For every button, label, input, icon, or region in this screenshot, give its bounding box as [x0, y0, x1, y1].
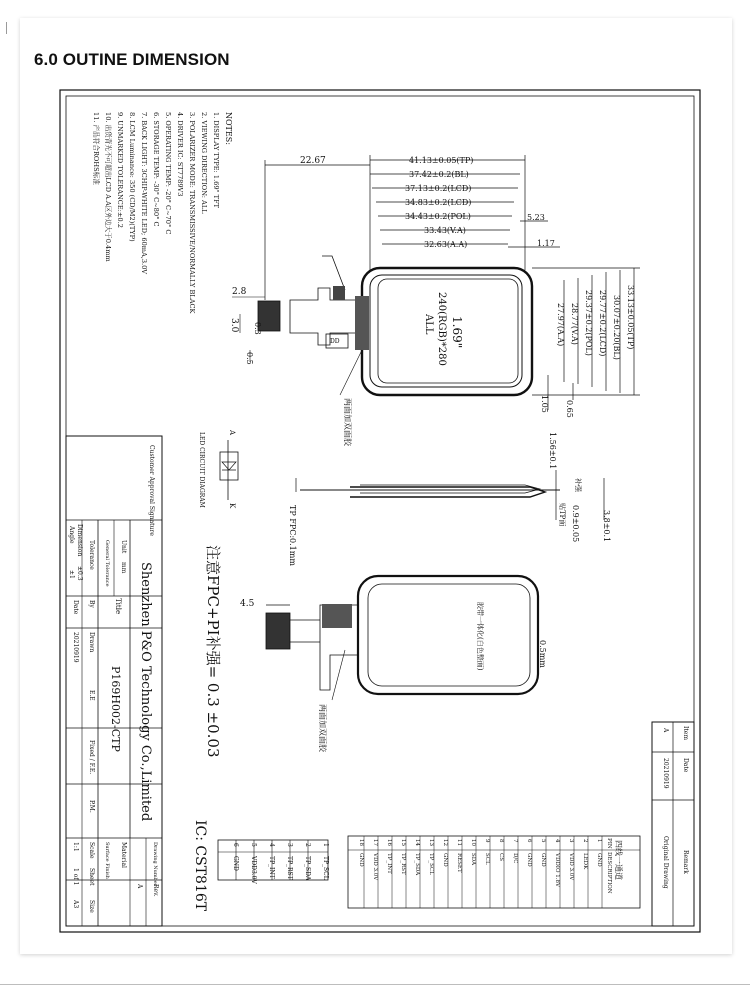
by-label: By [88, 600, 95, 608]
led-anode-label: A [228, 430, 236, 436]
lcd-pin-name: TP_RST [400, 853, 406, 875]
company-name: Shenzhen P&O Technology Co.,Limited [138, 562, 153, 822]
lcd-pin-num: 9 [484, 839, 490, 843]
double-tape-callout: 两面加双面胶 [343, 398, 352, 446]
note-line: 4. DRIVER IC: ST7789V3 [176, 112, 184, 197]
section-heading: 6.0 OUTINE DIMENSION [34, 50, 230, 69]
scale-value: 1:1 [72, 842, 79, 852]
lcd-pin-num: 12 [442, 839, 448, 846]
checked-label: E.E [88, 690, 95, 701]
lcd-pin-num: 13 [428, 839, 434, 846]
sheet-value: 1 of 1 [72, 868, 79, 886]
customer-approval-label: Customer Approval Signature [148, 445, 155, 536]
tp-pin-num: 4 [268, 843, 275, 847]
dim-right-1: 33.13±0.05(TP) [626, 285, 635, 350]
date-label: Date [72, 600, 79, 615]
angle-value: ±1 [68, 570, 75, 579]
lcd-pin-num: 17 [372, 839, 378, 846]
dim-1-56: 1.56±0.1 [548, 432, 557, 470]
tolerance-label: Tolerance [88, 540, 95, 570]
dim-2-8: 2.8 [232, 287, 247, 297]
dim-top-3: 37.13±0.2(LCD) [405, 184, 472, 193]
back-fpc-component [322, 604, 352, 628]
dim-right-6: 27.97(A.A) [556, 303, 565, 347]
lcd-pin-table [348, 836, 640, 908]
pm-label: P.M. [88, 800, 95, 813]
page-divider [0, 984, 750, 985]
double-tape-callout-2: 两面加双面胶 [318, 704, 327, 752]
lcd-pin-num: 6 [526, 839, 532, 843]
lcd-pin-num: 16 [386, 839, 392, 846]
general-tolerance-label: General Tolerance [104, 540, 110, 587]
angle-label: Angle [68, 526, 75, 544]
fpc-tail [258, 256, 355, 348]
dim-1-17: 1.17 [537, 239, 555, 248]
dim-3-8: 3.8±0.1 [602, 510, 611, 543]
dimension-value: ±0.3 [76, 566, 83, 581]
front-view [229, 155, 640, 447]
note-line: 3. POLARIZER MODE: TRANSMISSIVE/NORMALLY BLACK [188, 112, 196, 314]
tp-pin-name: TP_SDA [304, 856, 311, 881]
bend-dim: 0.5mm [538, 640, 547, 668]
lcd-pin-num: 11 [456, 839, 462, 846]
dim-right-2: 30.07±0.20(BL) [612, 295, 621, 360]
note-line: 8. LCM Luminance: 350 (CD/M2)(TYP) [128, 112, 136, 242]
material-label: Material [120, 842, 127, 868]
lcd-pin-name: VDD 3.0V [372, 853, 378, 881]
lcd-pin-name: LEDK [582, 853, 588, 870]
lcd-pin-name: TP_SCL [428, 853, 434, 875]
lcd-pin-num: 4 [554, 839, 560, 843]
dim-right-5: 28.77(V.A) [570, 303, 579, 345]
rev-item-label: Item [682, 726, 689, 741]
size-value: A3 [72, 900, 79, 909]
dim-right-3: 29.77±0.2(LCD) [598, 290, 607, 357]
dim-3-0: 3.0 [229, 318, 239, 333]
note-line: 1. DISPLAY TYPE: 1.69" TFT [212, 112, 220, 209]
title-field-label: Title [114, 598, 122, 615]
revision-table [652, 722, 694, 926]
lcd-pin-num: 2 [582, 839, 588, 843]
led-cathode-label: K [228, 503, 236, 509]
lcd-pin-name: GND [358, 853, 364, 867]
note-line: 7. BACK LIGHT: 3CHIP-WHITE LED; 60mA,3.0V [140, 112, 148, 275]
dim-5-23: 5.23 [527, 213, 545, 222]
lcd-pin-name: GND [540, 853, 546, 867]
dim-0-65: 0.65 [565, 400, 574, 418]
tp-pin-name: TP_INT [268, 856, 275, 879]
led-circuit-title: LED CIRCUIT DIAGRAM [198, 432, 205, 508]
viewing-label: ALL [423, 314, 434, 335]
lcd-pin-name: GND [526, 853, 532, 867]
dim-right-4: 29.37±0.2(POL) [584, 290, 593, 356]
lcd-pin-num: 18 [358, 839, 364, 846]
lcd-pin-name: SCL [484, 853, 490, 865]
fpc-component [333, 286, 345, 300]
dim-top-1: 41.13±0.05(TP) [409, 156, 474, 165]
unit-value: mm [120, 562, 127, 574]
lcd-pin-num: 1 [596, 839, 602, 843]
lcd-pin-name: TP_INT [386, 853, 392, 874]
notes-block [92, 112, 233, 315]
lcd-pin-name: GND [596, 853, 602, 867]
lcd-pin-name: GND [442, 853, 448, 867]
lcd-pin-num: 5 [540, 839, 546, 843]
date-value: 20210919 [72, 632, 79, 663]
lcd-pin-name: D/C [512, 853, 518, 864]
lcd-pin-name: VDDIO 1.8V [554, 853, 560, 887]
notes-title: NOTES: [224, 112, 233, 145]
back-view [240, 576, 547, 753]
display-size-label: 1.69" [450, 316, 464, 349]
lcd-pin-table-title: 四线一通道 [614, 840, 623, 880]
scale-label: Scale [88, 842, 95, 859]
part-number: P169H002-CTP [109, 666, 122, 752]
side-view [288, 432, 611, 566]
dimension-label: Dimension [76, 524, 83, 557]
note-line: 2. VIEWING DIRECTION: ALL [200, 112, 208, 214]
tp-pin-name: TP_RST [286, 856, 293, 880]
tape-side-label: 贴TP面 [558, 503, 566, 527]
ic-label: IC: CST816T [192, 820, 208, 912]
stiffener-label: 补强 [574, 478, 582, 492]
note-line: 9. UNMARKED TOLERANCE:±0.2 [116, 112, 124, 228]
lcd-pin-num: 10 [470, 839, 476, 846]
size-label: Size [88, 900, 95, 913]
fixed-label: Fixed / F.E. [88, 740, 95, 775]
lcd-pin-num: 8 [498, 839, 504, 843]
dim-top-6: 33.43(V.A) [424, 226, 466, 235]
rev-label: Rev. [152, 884, 159, 897]
tp-pin-num: 6 [232, 843, 239, 847]
back-tape-label: 胶带一体化(白色整面) [476, 602, 484, 671]
dim-top-4: 34.83±0.2(LCD) [405, 198, 472, 207]
dim-0-3: 0.3 [253, 322, 262, 335]
rev-date-value: 20210919 [662, 758, 669, 789]
lcd-pin-num: 3 [568, 839, 574, 843]
dim-1-05: 1.05 [540, 395, 549, 413]
fpc-component-label: DD [330, 338, 340, 345]
lcd-pin-header-pin: PIN [606, 838, 612, 849]
drawn-label: Drawn [88, 632, 95, 653]
lcd-pin-name: CS [498, 853, 504, 861]
dim-4-5: 4.5 [240, 599, 255, 609]
tp-fpc-thickness: TP FPC:0.1mm [288, 505, 297, 566]
tp-pin-name: TP_SCL [322, 856, 329, 880]
lcd-pin-name: VDD 3.0V [568, 853, 574, 881]
fpc-connector-block [355, 296, 369, 350]
note-line: 6. STORAGE TEMP: -30° C~80° C [152, 112, 160, 227]
sheet-label: Sheet [88, 868, 95, 886]
dim-top-2: 37.42±0.2(BL) [409, 170, 469, 179]
rev-remark-value: Original Drawing [662, 836, 669, 889]
tp-pin-table [218, 840, 329, 884]
surface-finish-label: Surface Finish [104, 842, 110, 879]
dim-0-9: 0.9±0.05 [571, 505, 580, 543]
drawing-number-value: A [136, 884, 143, 889]
lcd-pin-num: 14 [414, 839, 420, 846]
active-area [378, 279, 518, 383]
tp-pin-name: VDD3.0V [250, 856, 257, 884]
note-line: 10. 出货背光不可超出LCD A.A区外边大于0.4mm [104, 112, 112, 262]
lcd-pin-name: RESET [456, 853, 462, 873]
lcd-pin-name: SDA [470, 853, 476, 866]
tp-pin-name: GND [232, 856, 239, 871]
tp-pin-num: 5 [250, 843, 257, 847]
led-circuit-diagram [198, 429, 238, 509]
dim-0-5: 0.5 [245, 352, 254, 365]
dim-top-5: 34.43±0.2(POL) [405, 212, 471, 221]
rev-remark-label: Remark [682, 850, 689, 874]
drawing-number-label: Drawing Number [152, 842, 158, 887]
lcd-pin-num: 15 [400, 839, 406, 846]
dim-fpc-length: 22.67 [300, 156, 326, 166]
rev-date-label: Date [682, 758, 689, 773]
dim-top-7: 32.63(A.A) [424, 240, 468, 249]
display-resolution-label: 240(RGB)*280 [436, 292, 447, 366]
lcd-pin-name: TP_SDA [414, 853, 420, 876]
tp-pin-num: 2 [304, 843, 311, 847]
tp-pin-num: 1 [322, 843, 329, 847]
note-line: 5. OPERATING TEMP: -20° C~70° C [164, 112, 172, 235]
tp-pin-num: 3 [286, 843, 293, 847]
lcd-pin-header-desc: DESCRIPTION [606, 852, 612, 894]
stiffener-note: 注意FPC+PI补强= 0.3 ±0.03 [204, 545, 222, 758]
title-block [66, 436, 162, 926]
lcd-pin-num: 7 [512, 839, 518, 843]
rev-item-value: A [662, 728, 669, 733]
unit-label: Unit [120, 540, 127, 554]
note-line: 11. 产品符合ROHS标准 [92, 112, 100, 185]
